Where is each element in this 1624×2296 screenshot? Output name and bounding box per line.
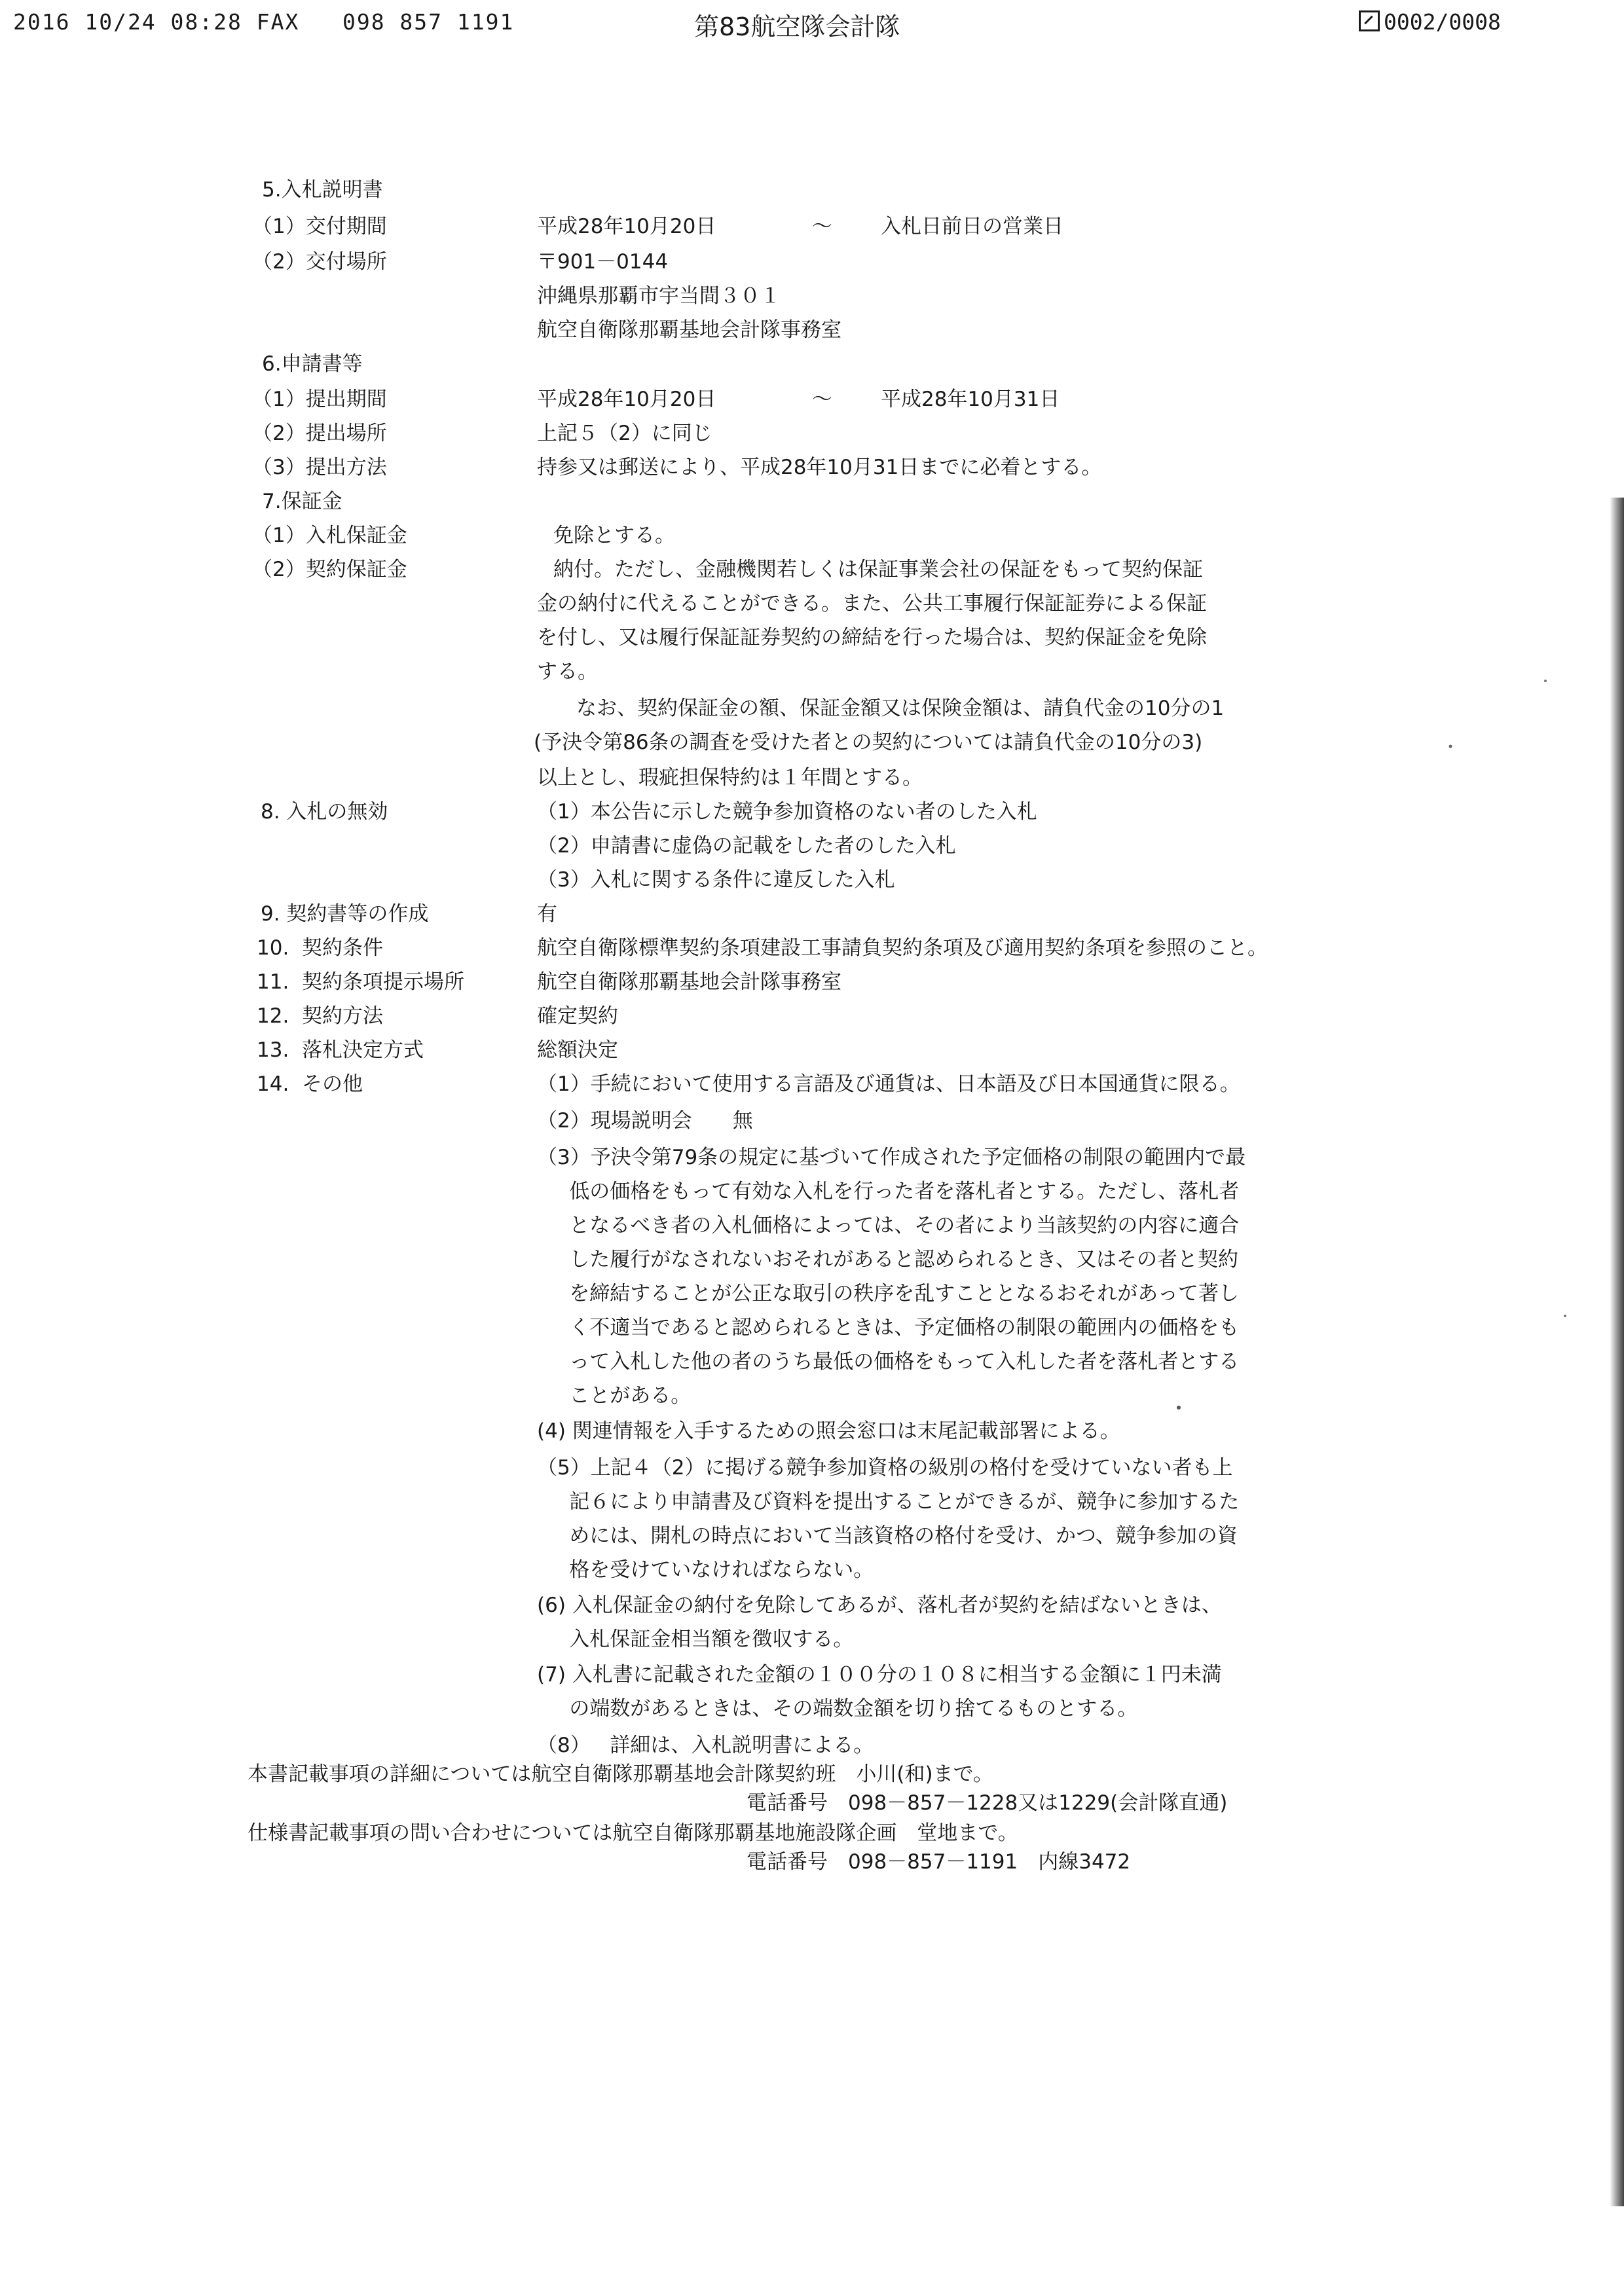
section14-line: ことがある。 xyxy=(537,1384,692,1408)
section14-line: した履行がなされないおそれがあると認められるとき、又はその者と契約 xyxy=(537,1248,1239,1271)
section14-line: 記６により申請書及び資料を提出することができるが、競争に参加するた xyxy=(537,1490,1240,1514)
section7-item2-line: 納付。ただし、金融機関若しくは保証事業会社の保証をもって契約保証 xyxy=(553,558,1203,581)
section8-line: （3）入札に関する条件に違反した入札 xyxy=(537,868,895,892)
section7-item1-value: 免除とする。 xyxy=(553,524,675,547)
scan-speck xyxy=(1564,1315,1566,1317)
section6-heading: 6.申請書等 xyxy=(262,352,363,376)
section8-line: （2）申請書に虚偽の記載をした者のした入札 xyxy=(537,834,956,858)
fax-sender-name: 第83航空隊会計隊 xyxy=(694,12,900,41)
section10-heading: 10. 契約条件 xyxy=(257,936,384,960)
section6-item3-label: （3）提出方法 xyxy=(252,456,387,479)
section5-item2-line2: 沖縄県那覇市宇当間３０１ xyxy=(537,284,781,308)
section9-heading: 9. 契約書等の作成 xyxy=(261,902,429,926)
section5-item1-from: 平成28年10月20日 xyxy=(537,215,716,238)
footer-phone1: 電話番号 098－857－1228又は1229(会計隊直通) xyxy=(747,1791,1228,1815)
section6-item1-tilde: ～ xyxy=(812,388,832,411)
section14-line: 格を受けていなければならない。 xyxy=(537,1558,874,1582)
section6-item3-value: 持参又は郵送により、平成28年10月31日までに必着とする。 xyxy=(537,456,1102,479)
section14-line: めには、開札の時点において当該資格の格付を受け、かつ、競争参加の資 xyxy=(537,1524,1238,1548)
section11-heading: 11. 契約条項提示場所 xyxy=(257,970,465,994)
footer-line1: 本書記載事項の詳細については航空自衛隊那覇基地会計隊契約班 小川(和)まで。 xyxy=(248,1762,993,1786)
section14-line: く不適当であると認められるときは、予定価格の制限の範囲内の価格をも xyxy=(537,1316,1240,1339)
section5-item1-label: （1）交付期間 xyxy=(252,215,387,238)
section14-line: 入札保証金相当額を徴収する。 xyxy=(537,1628,854,1651)
section12-value: 確定契約 xyxy=(537,1004,618,1028)
section8-line: （1）本公告に示した競争参加資格のない者のした入札 xyxy=(537,800,1037,824)
section14-line: （8） 詳細は、入札説明書による。 xyxy=(537,1734,874,1757)
section11-value: 航空自衛隊那覇基地会計隊事務室 xyxy=(537,970,841,994)
section5-item2-label: （2）交付場所 xyxy=(252,250,387,274)
section10-value: 航空自衛隊標準契約条項建設工事請負契約条項及び適用契約条項を参照のこと。 xyxy=(537,936,1268,960)
section5-item1-tilde: ～ xyxy=(812,215,832,238)
section6-item1-label: （1）提出期間 xyxy=(252,388,387,411)
section12-heading: 12. 契約方法 xyxy=(257,1004,384,1028)
section14-heading: 14. その他 xyxy=(257,1072,363,1096)
section7-heading: 7.保証金 xyxy=(262,490,342,513)
section14-line: を締結することが公正な取引の秩序を乱すこととなるおそれがあって著し xyxy=(537,1282,1239,1305)
section14-line: （3）予決令第79条の規定に基づいて作成された予定価格の制限の範囲内で最 xyxy=(537,1146,1246,1169)
section14-line: （2）現場説明会 無 xyxy=(537,1109,753,1133)
footer-phone2: 電話番号 098－857－1191 内線3472 xyxy=(747,1850,1131,1874)
scan-speck xyxy=(1544,680,1547,682)
section14-line: （1）手続において使用する言語及び通貨は、日本語及び日本国通貨に限る。 xyxy=(537,1072,1240,1096)
section7-item2-label: （2）契約保証金 xyxy=(252,558,407,581)
section14-line: (4) 関連情報を入手するための照会窓口は末尾記載部署による。 xyxy=(537,1419,1120,1443)
section14-line: 低の価格をもって有効な入札を行った者を落札者とする。ただし、落札者 xyxy=(537,1180,1240,1203)
section13-value: 総額決定 xyxy=(537,1038,618,1062)
section14-line: （5）上記４（2）に掲げる競争参加資格の級別の格付を受けていない者も上 xyxy=(537,1456,1233,1480)
section7-item1-label: （1）入札保証金 xyxy=(252,524,407,547)
fax-transmission-info: 2016 10/24 08:28 FAX 098 857 1191 xyxy=(13,9,515,35)
fax-page-number: 0002/0008 xyxy=(1384,9,1501,35)
section7-item2-line: 金の納付に代えることができる。また、公共工事履行保証証券による保証 xyxy=(537,592,1207,615)
scan-speck xyxy=(1177,1406,1181,1410)
section6-item1-from: 平成28年10月20日 xyxy=(537,388,716,411)
section7-item2-line: を付し、又は履行保証証券契約の締結を行った場合は、契約保証金を免除 xyxy=(537,626,1207,649)
section5-item2-line3: 航空自衛隊那覇基地会計隊事務室 xyxy=(537,318,841,342)
section5-item1-to: 入札日前日の営業日 xyxy=(881,215,1063,238)
section8-heading: 8. 入札の無効 xyxy=(261,800,388,824)
section7-item2-line: する。 xyxy=(537,660,598,683)
section14-line: って入札した他の者のうち最低の価格をもって入札した者を落札者とする xyxy=(537,1350,1240,1374)
section7-item2-line: 以上とし、瑕疵担保特約は１年間とする。 xyxy=(537,766,923,790)
section13-heading: 13. 落札決定方式 xyxy=(257,1038,424,1062)
section6-item2-value: 上記５（2）に同じ xyxy=(537,422,712,445)
section9-value: 有 xyxy=(537,902,557,926)
section14-line: の端数があるときは、その端数金額を切り捨てるものとする。 xyxy=(537,1697,1138,1721)
section5-heading: 5.入札説明書 xyxy=(262,178,383,202)
section5-item2-line1: 〒901－0144 xyxy=(537,250,669,274)
section14-line: (6) 入札保証金の納付を免除してあるが、落札者が契約を結ばないときは、 xyxy=(537,1594,1222,1617)
section7-item2-line: なお、契約保証金の額、保証金額又は保険金額は、請負代金の10分の1 xyxy=(576,697,1225,720)
section7-item2-line: (予決令第86条の調査を受けた者との契約については請負代金の10分の3) xyxy=(534,731,1203,754)
section14-line: となるべき者の入札価格によっては、その者により当該契約の内容に適合 xyxy=(537,1214,1240,1237)
section6-item2-label: （2）提出場所 xyxy=(252,422,387,445)
scan-speck xyxy=(1449,745,1452,748)
section6-item1-to: 平成28年10月31日 xyxy=(881,388,1060,411)
section14-line: (7) 入札書に記載された金額の１００分の１０８に相当する金額に１円未満 xyxy=(537,1663,1222,1686)
footer-line3: 仕様書記載事項の問い合わせについては航空自衛隊那覇基地施設隊企画 堂地まで。 xyxy=(248,1821,1018,1845)
